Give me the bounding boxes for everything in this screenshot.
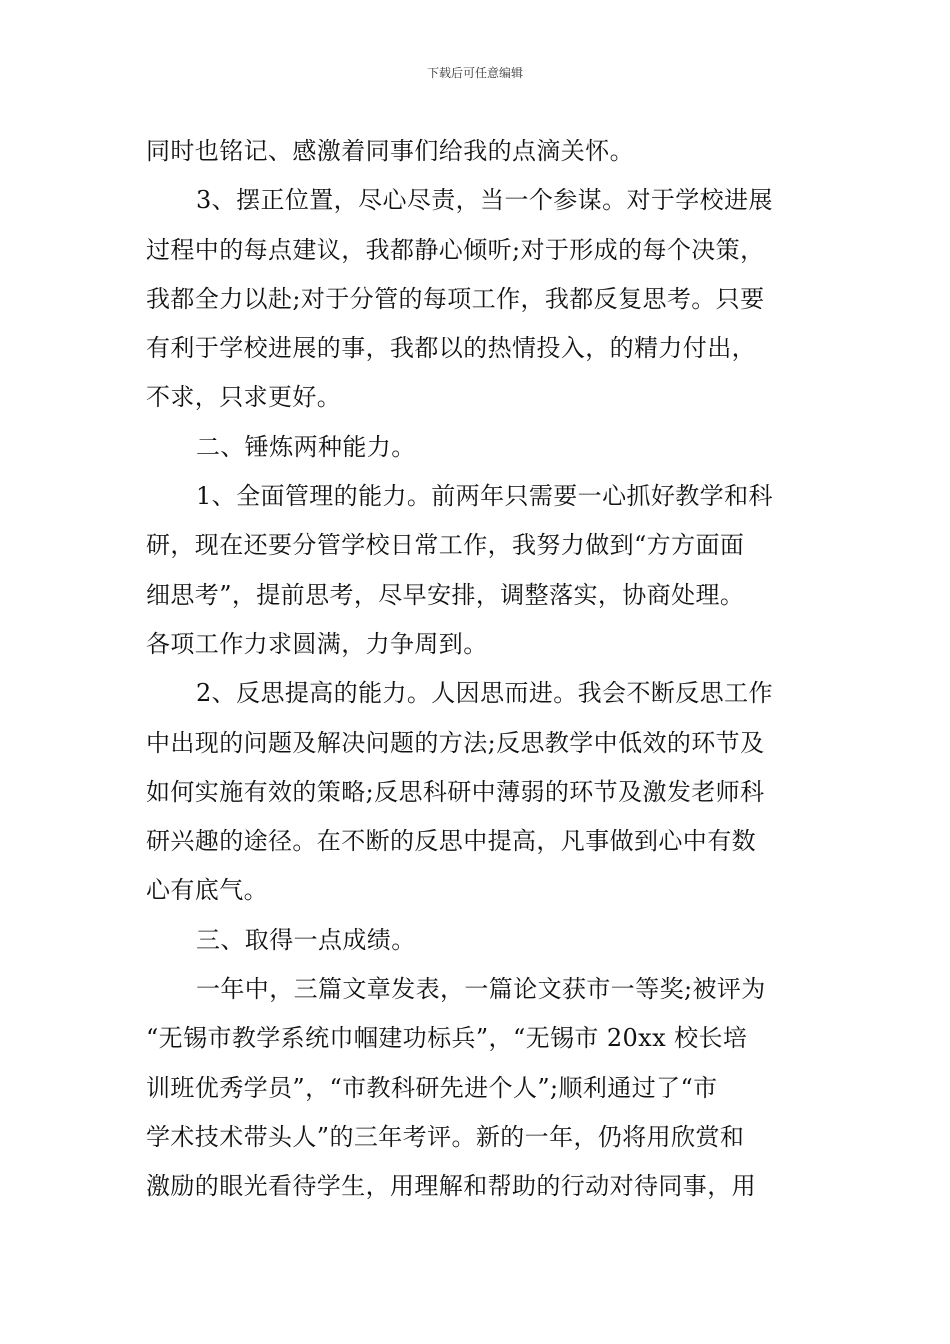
text-line: 研兴趣的途径。在不断的反思中提高，凡事做到心中有数: [146, 827, 756, 856]
section-heading: 三、取得一点成绩。: [196, 925, 416, 954]
text-line: 学术技术带头人”的三年考评。新的一年，仍将用欣赏和: [146, 1122, 745, 1151]
text-line: 研，现在还要分管学校日常工作，我努力做到“方方面面: [146, 531, 745, 560]
text-line: 过程中的每点建议，我都静心倾听;对于形成的每个决策，: [146, 235, 765, 264]
text-line: 一年中，三篇文章发表，一篇论文获市一等奖;被评为: [196, 975, 766, 1004]
text-line: 2、反思提高的能力。人因思而进。我会不断反思工作: [196, 679, 773, 708]
text-line: 不求，只求更好。: [146, 383, 342, 412]
page-header: 下载后可任意编辑: [426, 66, 523, 80]
text-line: 激励的眼光看待学生，用理解和帮助的行动对待同事，用: [146, 1172, 756, 1201]
text-line: 同时也铭记、感激着同事们给我的点滴关怀。: [146, 137, 634, 165]
document-body: [146, 127, 810, 1212]
text-line: 如何实施有效的策略;反思科研中薄弱的环节及激发老师科: [146, 777, 765, 806]
text-line: 训班优秀学员”，“市教科研先进个人”;顺利通过了“市: [146, 1073, 718, 1102]
text-line: “无锡市教学系统巾帼建功标兵”，“无锡市 20xx 校长培: [146, 1024, 748, 1053]
text-line: 1、全面管理的能力。前两年只需要一心抓好教学和科: [196, 482, 773, 511]
text-line: 3、摆正位置，尽心尽责，当一个参谋。对于学校进展: [196, 186, 773, 215]
section-heading: 二、锤炼两种能力。: [196, 432, 416, 461]
text-line: 有利于学校进展的事，我都以的热情投入，的精力付出，: [146, 334, 756, 363]
text-line: 细思考”，提前思考，尽早安排，调整落实，协商处理。: [146, 580, 745, 609]
text-line: 心有底气。: [146, 876, 268, 905]
text-line: 我都全力以赴;对于分管的每项工作，我都反复思考。只要: [146, 284, 765, 313]
text-line: 各项工作力求圆满，力争周到。: [146, 629, 488, 658]
text-line: 中出现的问题及解决问题的方法;反思教学中低效的环节及: [146, 728, 765, 757]
